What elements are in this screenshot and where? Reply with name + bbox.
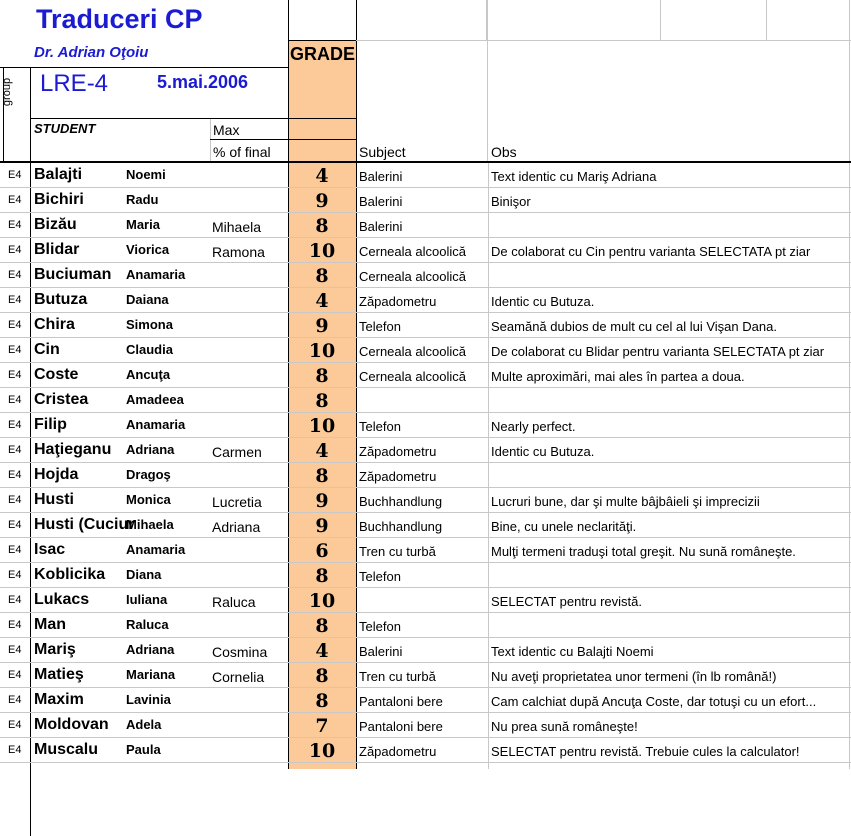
row-obs-cell[interactable]: Cam calchiat după Ancuţa Coste, dar totuşi cu un efort...	[491, 694, 817, 709]
row-group-cell[interactable]: E4	[8, 719, 22, 731]
row-obs-cell[interactable]: Mulţi termeni traduşi total greşit. Nu sună româneşte.	[491, 544, 796, 559]
row-second-name-cell[interactable]: Cornelia	[212, 669, 265, 685]
row-last-name-cell[interactable]: Matieş	[34, 666, 84, 683]
row-grade-cell[interactable]: 4	[315, 165, 329, 187]
table-row	[0, 188, 851, 213]
row-last-name-cell[interactable]: Cristea	[34, 391, 89, 408]
row-last-name-cell[interactable]: Moldovan	[34, 716, 109, 733]
group-name[interactable]: LRE-4	[40, 70, 109, 97]
grid-line	[288, 118, 356, 119]
row-second-name-cell[interactable]: Ramona	[212, 244, 265, 260]
row-obs-cell[interactable]: Identic cu Butuza.	[491, 294, 595, 309]
row-first-name-cell[interactable]: Dragoş	[126, 467, 171, 482]
row-first-name-cell[interactable]: Mihaela	[126, 517, 174, 532]
row-first-name-cell[interactable]: Mariana	[126, 667, 176, 682]
row-obs-cell[interactable]: Lucruri bune, dar şi multe bâjbâieli şi imprecizii	[491, 494, 760, 509]
row-last-name-cell[interactable]: Butuza	[34, 291, 88, 308]
row-obs-cell[interactable]: Binişor	[491, 194, 531, 209]
grid-line	[487, 0, 488, 162]
row-obs-cell[interactable]: Bine, cu unele neclarităţi.	[491, 519, 637, 534]
table-row	[0, 213, 851, 238]
row-subject-cell[interactable]: Balerini	[359, 219, 403, 234]
row-first-name-cell[interactable]: Anamaria	[126, 542, 186, 557]
row-last-name-cell[interactable]: Husti	[34, 491, 74, 508]
table-row	[0, 238, 851, 263]
row-second-name-cell[interactable]: Mihaela	[212, 219, 262, 235]
row-first-name-cell[interactable]: Noemi	[126, 167, 166, 182]
row-group-cell[interactable]: E4	[8, 194, 22, 206]
row-subject-cell[interactable]: Cerneala alcoolică	[359, 269, 466, 284]
row-grade-cell[interactable]: 10	[308, 740, 336, 762]
row-group-cell[interactable]: E4	[8, 169, 22, 181]
row-last-name-cell[interactable]: Husti (Cuciur	[34, 516, 135, 533]
row-subject-cell[interactable]: Zăpadometru	[359, 444, 437, 459]
row-last-name-cell[interactable]: Filip	[34, 416, 67, 433]
row-last-name-cell[interactable]: Isac	[34, 541, 66, 558]
row-grade-cell[interactable]: 8	[315, 265, 329, 287]
student-header: STUDENT	[34, 121, 96, 136]
row-last-name-cell[interactable]: Balajti	[34, 166, 83, 183]
row-group-cell[interactable]: E4	[8, 544, 22, 556]
row-grade-cell[interactable]: 4	[315, 640, 329, 662]
row-grade-cell[interactable]: 10	[308, 415, 336, 437]
sheet-title: Traduceri CP	[36, 4, 203, 34]
row-last-name-cell[interactable]: Koblicika	[34, 566, 106, 583]
row-subject-cell[interactable]: Pantaloni bere	[359, 694, 443, 709]
row-obs-cell[interactable]: Nu prea sună româneşte!	[491, 719, 638, 734]
row-grade-cell[interactable]: 6	[315, 540, 329, 562]
row-grade-cell[interactable]: 8	[315, 665, 329, 687]
row-obs-cell[interactable]: Nu aveţi proprietatea unor termeni (în lb română!)	[491, 669, 777, 684]
row-last-name-cell[interactable]: Buciuman	[34, 266, 112, 283]
row-obs-cell[interactable]: Identic cu Butuza.	[491, 444, 595, 459]
row-subject-cell[interactable]: Balerini	[359, 169, 403, 184]
table-row	[0, 388, 851, 413]
row-divider	[0, 762, 851, 763]
group-column-label: group	[1, 77, 14, 107]
row-last-name-cell[interactable]: Coste	[34, 366, 79, 383]
row-group-cell[interactable]: E4	[8, 269, 22, 281]
row-first-name-cell[interactable]: Diana	[126, 567, 162, 582]
max-label: Max	[213, 122, 240, 138]
table-row	[0, 313, 851, 338]
row-first-name-cell[interactable]: Simona	[126, 317, 173, 332]
row-group-cell[interactable]: E4	[8, 594, 22, 606]
percent-final-label: % of final	[213, 144, 271, 160]
row-subject-cell[interactable]: Zăpadometru	[359, 744, 437, 759]
row-obs-cell[interactable]: Seamănă dubios de mult cu cel al lui Vişan Dana.	[491, 319, 777, 334]
row-last-name-cell[interactable]: Cin	[34, 341, 60, 358]
row-group-cell[interactable]: E4	[8, 694, 22, 706]
row-first-name-cell[interactable]: Iuliana	[126, 592, 168, 607]
row-subject-cell[interactable]: Telefon	[359, 619, 401, 634]
row-second-name-cell[interactable]: Cosmina	[212, 644, 268, 660]
row-first-name-cell[interactable]: Maria	[126, 217, 160, 232]
row-first-name-cell[interactable]: Ancuţa	[126, 367, 171, 382]
row-last-name-cell[interactable]: Blidar	[34, 241, 80, 258]
table-row	[0, 663, 851, 688]
author-name: Dr. Adrian Oţoiu	[34, 44, 149, 61]
row-first-name-cell[interactable]: Adriana	[126, 442, 175, 457]
row-group-cell[interactable]: E4	[8, 744, 22, 756]
row-last-name-cell[interactable]: Bizău	[34, 216, 77, 233]
row-grade-cell[interactable]: 8	[315, 615, 329, 637]
row-grade-cell[interactable]: 8	[315, 215, 329, 237]
row-group-cell[interactable]: E4	[8, 519, 22, 531]
grade-header: GRADE	[289, 44, 355, 64]
row-subject-cell[interactable]: Telefon	[359, 319, 401, 334]
row-grade-cell[interactable]: 7	[315, 715, 329, 737]
row-group-cell[interactable]: E4	[8, 444, 22, 456]
row-grade-cell[interactable]: 8	[315, 390, 329, 412]
row-last-name-cell[interactable]: Hojda	[34, 466, 79, 483]
table-row	[0, 463, 851, 488]
table-row	[0, 713, 851, 738]
row-group-cell[interactable]: E4	[8, 219, 22, 231]
row-first-name-cell[interactable]: Lavinia	[126, 692, 171, 707]
row-first-name-cell[interactable]: Monica	[126, 492, 171, 507]
table-row	[0, 488, 851, 513]
grid-line	[486, 0, 487, 40]
row-subject-cell[interactable]: Pantaloni bere	[359, 719, 443, 734]
table-row	[0, 513, 851, 538]
table-row	[0, 638, 851, 663]
row-subject-cell[interactable]: Tren cu turbă	[359, 544, 436, 559]
table-row	[0, 413, 851, 438]
row-obs-cell[interactable]: De colaborat cu Cin pentru varianta SELECTATA pt ziar	[491, 244, 811, 259]
row-group-cell[interactable]: E4	[8, 369, 22, 381]
row-last-name-cell[interactable]: Man	[34, 616, 66, 633]
row-group-cell[interactable]: E4	[8, 669, 22, 681]
row-grade-cell[interactable]: 10	[308, 590, 336, 612]
row-obs-cell[interactable]: Nearly perfect.	[491, 419, 576, 434]
table-row	[0, 163, 851, 188]
row-second-name-cell[interactable]: Adriana	[212, 519, 261, 535]
table-row	[0, 338, 851, 363]
row-obs-cell[interactable]: Text identic cu Balajti Noemi	[491, 644, 654, 659]
row-subject-cell[interactable]: Zăpadometru	[359, 469, 437, 484]
table-row	[0, 538, 851, 563]
grid-line	[766, 0, 767, 40]
row-group-cell[interactable]: E4	[8, 319, 22, 331]
table-row	[0, 738, 851, 763]
row-grade-cell[interactable]: 8	[315, 565, 329, 587]
row-group-cell[interactable]: E4	[8, 394, 22, 406]
table-row	[0, 263, 851, 288]
row-group-cell[interactable]: E4	[8, 469, 22, 481]
table-row	[0, 588, 851, 613]
table-row	[0, 363, 851, 388]
row-grade-cell[interactable]: 8	[315, 690, 329, 712]
row-last-name-cell[interactable]: Haţieganu	[34, 441, 112, 458]
row-obs-cell[interactable]: De colaborat cu Blidar pentru varianta SELECTATA pt ziar	[491, 344, 825, 359]
row-subject-cell[interactable]: Telefon	[359, 419, 401, 434]
row-group-cell[interactable]: E4	[8, 294, 22, 306]
grid-line	[288, 40, 356, 41]
grid-line	[660, 0, 661, 40]
row-last-name-cell[interactable]: Lukacs	[34, 591, 90, 608]
row-subject-cell[interactable]: Telefon	[359, 569, 401, 584]
row-last-name-cell[interactable]: Mariş	[34, 641, 76, 658]
row-group-cell[interactable]: E4	[8, 344, 22, 356]
table-row	[0, 438, 851, 463]
row-grade-cell[interactable]: 9	[315, 190, 329, 212]
row-group-cell[interactable]: E4	[8, 494, 22, 506]
row-obs-cell[interactable]: SELECTAT pentru revistă.	[491, 594, 643, 609]
row-second-name-cell[interactable]: Carmen	[212, 444, 262, 460]
row-subject-cell[interactable]: Balerini	[359, 194, 403, 209]
grid-line	[356, 40, 851, 41]
row-first-name-cell[interactable]: Anamaria	[126, 417, 186, 432]
row-grade-cell[interactable]: 8	[315, 365, 329, 387]
table-row	[0, 288, 851, 313]
row-grade-cell[interactable]: 9	[315, 515, 329, 537]
row-first-name-cell[interactable]: Daiana	[126, 292, 169, 307]
obs-header: Obs	[491, 144, 517, 160]
row-second-name-cell[interactable]: Raluca	[212, 594, 256, 610]
row-subject-cell[interactable]: Buchhandlung	[359, 494, 443, 509]
row-first-name-cell[interactable]: Paula	[126, 742, 161, 757]
row-subject-cell[interactable]: Tren cu turbă	[359, 669, 436, 684]
grid-line	[210, 139, 356, 140]
grid-line	[0, 67, 288, 68]
row-subject-cell[interactable]: Buchhandlung	[359, 519, 443, 534]
row-last-name-cell[interactable]: Maxim	[34, 691, 84, 708]
row-first-name-cell[interactable]: Viorica	[126, 242, 170, 257]
row-subject-cell[interactable]: Cerneala alcoolică	[359, 369, 466, 384]
row-last-name-cell[interactable]: Bichiri	[34, 191, 84, 208]
row-first-name-cell[interactable]: Amadeea	[126, 392, 184, 407]
row-subject-cell[interactable]: Balerini	[359, 644, 403, 659]
row-first-name-cell[interactable]: Anamaria	[126, 267, 186, 282]
row-last-name-cell[interactable]: Chira	[34, 316, 75, 333]
table-row	[0, 688, 851, 713]
row-grade-cell[interactable]: 4	[315, 290, 329, 312]
row-group-cell[interactable]: E4	[8, 644, 22, 656]
row-grade-cell[interactable]: 9	[315, 315, 329, 337]
row-subject-cell[interactable]: Zăpadometru	[359, 294, 437, 309]
grid-line	[210, 118, 211, 162]
row-group-cell[interactable]: E4	[8, 244, 22, 256]
row-grade-cell[interactable]: 4	[315, 440, 329, 462]
row-grade-cell[interactable]: 10	[308, 240, 336, 262]
row-group-cell[interactable]: E4	[8, 569, 22, 581]
row-subject-cell[interactable]: Cerneala alcoolică	[359, 344, 466, 359]
row-grade-cell[interactable]: 8	[315, 465, 329, 487]
row-last-name-cell[interactable]: Muscalu	[34, 741, 99, 758]
row-grade-cell[interactable]: 9	[315, 490, 329, 512]
row-group-cell[interactable]: E4	[8, 419, 22, 431]
row-first-name-cell[interactable]: Radu	[126, 192, 159, 207]
row-grade-cell[interactable]: 10	[308, 340, 336, 362]
row-first-name-cell[interactable]: Adriana	[126, 642, 175, 657]
table-row	[0, 613, 851, 638]
subject-header: Subject	[359, 144, 406, 160]
table-row	[0, 563, 851, 588]
row-group-cell[interactable]: E4	[8, 619, 22, 631]
row-obs-cell[interactable]: Text identic cu Mariş Adriana	[491, 169, 657, 184]
row-second-name-cell[interactable]: Lucretia	[212, 494, 262, 510]
row-first-name-cell[interactable]: Claudia	[126, 342, 173, 357]
row-first-name-cell[interactable]: Raluca	[126, 617, 169, 632]
row-first-name-cell[interactable]: Adela	[126, 717, 162, 732]
row-obs-cell[interactable]: SELECTAT pentru revistă. Trebuie cules la calculator!	[491, 744, 800, 759]
row-subject-cell[interactable]: Cerneala alcoolică	[359, 244, 466, 259]
grid-line	[30, 118, 288, 119]
exam-date[interactable]: 5.mai.2006	[157, 72, 249, 92]
row-obs-cell[interactable]: Multe aproximări, mai ales în partea a doua.	[491, 369, 745, 384]
